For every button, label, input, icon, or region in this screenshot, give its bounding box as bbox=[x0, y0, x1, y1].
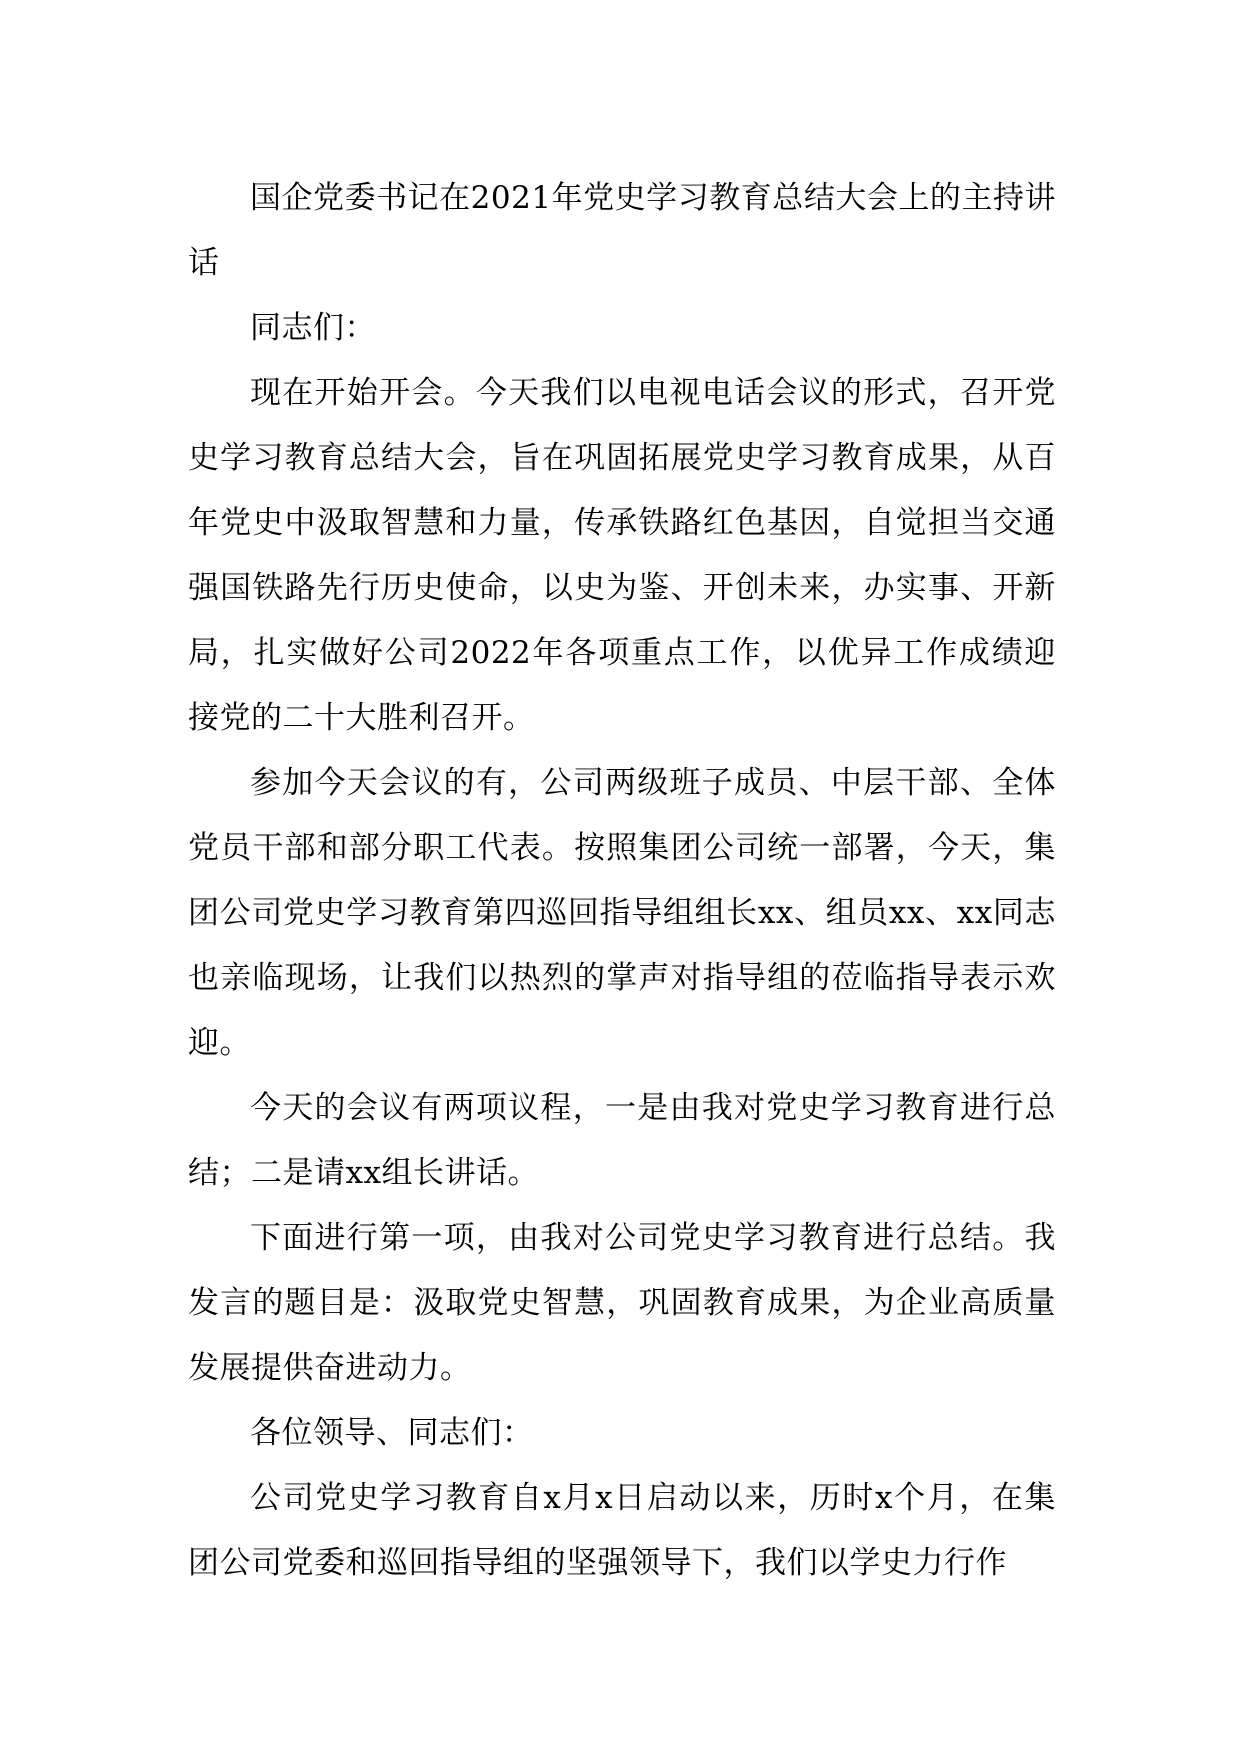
paragraph-greeting: 同志们： bbox=[250, 310, 376, 346]
paragraph-agenda: 今天的会议有两项议程，一是由我对党史学习教育进行总结；二是请xx组长讲话。 bbox=[188, 1090, 1056, 1191]
paragraph-opening: 现在开始开会。今天我们以电视电话会议的形式，召开党史学习教育总结大会，旨在巩固拓展党史学习教育成果，从百年党史中汲取智慧和力量，传承铁路红色基因，自觉担当交通强国铁路先行历史使命，以史为鉴、开创未来，办实事、开新局，扎实做好公司2022年各项重点工作，以优异工作成绩迎接党的二十大胜利召开。 bbox=[188, 375, 1056, 736]
document-body bbox=[188, 166, 1056, 1596]
document-title: 国企党委书记在2021年党史学习教育总结大会上的主持讲话 bbox=[188, 180, 1056, 281]
paragraph-attendees: 参加今天会议的有，公司两级班子成员、中层干部、全体党员干部和部分职工代表。按照集团公司统一部署，今天，集团公司党史学习教育第四巡回指导组组长xx、组员xx、xx同志也亲临现场，让我们以热烈的掌声对指导组的莅临指导表示欢迎。 bbox=[188, 765, 1056, 1061]
paragraph-salutation: 各位领导、同志们： bbox=[250, 1415, 534, 1451]
paragraph-summary-start: 公司党史学习教育自x月x日启动以来，历时x个月，在集团公司党委和巡回指导组的坚强领导下，我们以学史力行作 bbox=[188, 1480, 1056, 1581]
paragraph-first-item: 下面进行第一项，由我对公司党史学习教育进行总结。我发言的题目是：汲取党史智慧，巩固教育成果，为企业高质量发展提供奋进动力。 bbox=[188, 1220, 1056, 1386]
